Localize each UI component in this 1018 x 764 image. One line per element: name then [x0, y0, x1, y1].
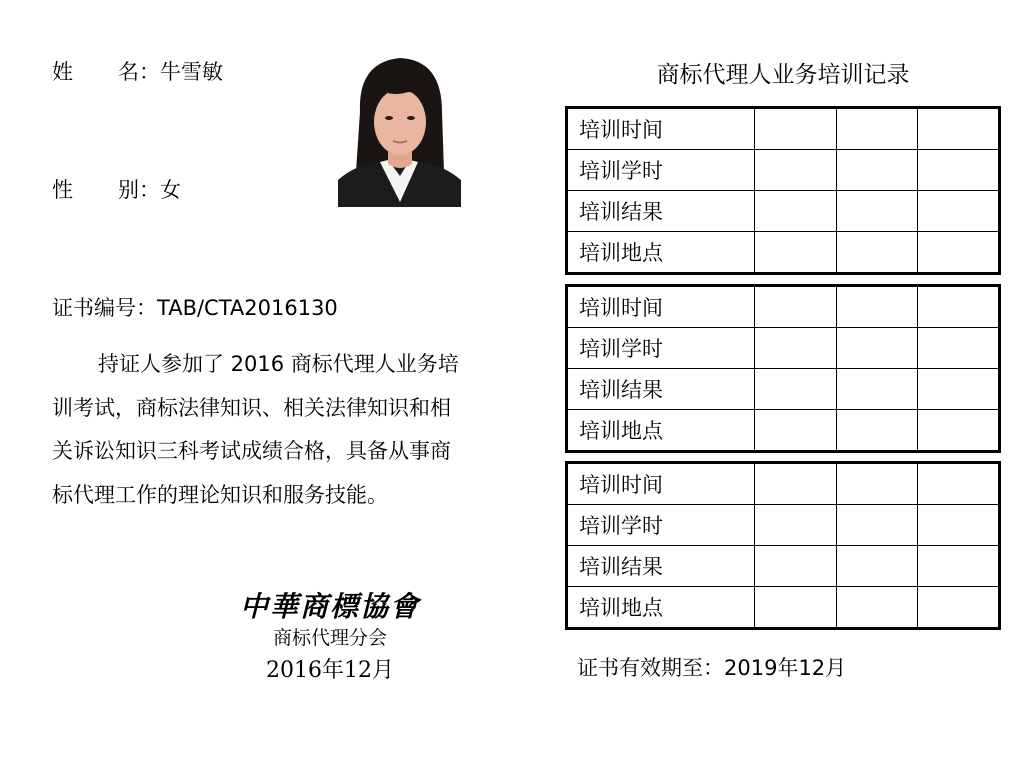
table-row [567, 286, 1000, 328]
table-cell [836, 505, 917, 546]
certificate-statement [52, 343, 492, 517]
table-cell [836, 587, 917, 629]
certificate-number-value: TAB/CTA2016130 [157, 296, 338, 320]
table-row [567, 191, 1000, 232]
validity-value: 2019年12月 [724, 656, 847, 680]
table-cell [917, 463, 999, 505]
certificate-number-label: 证书编号： [52, 296, 157, 320]
table-cell [917, 108, 999, 150]
table-cell [917, 191, 999, 232]
row-label: 培训时间 [567, 463, 755, 505]
table-cell [755, 232, 836, 274]
table-cell [917, 410, 999, 452]
svg-text:中華商標協會: 中華商標協會 [239, 590, 421, 623]
name-label-char2: 名： [118, 60, 160, 84]
table-cell [836, 463, 917, 505]
table-row [567, 587, 1000, 629]
row-label: 培训学时 [567, 328, 755, 369]
table-cell [917, 328, 999, 369]
statement-line: 持证人参加了 2016 商标代理人业务培 [98, 352, 459, 376]
row-label: 培训结果 [567, 546, 755, 587]
name-field [52, 56, 223, 86]
validity-label: 证书有效期至： [577, 656, 724, 680]
row-label: 培训学时 [567, 505, 755, 546]
holder-photo [338, 52, 461, 207]
table-cell [755, 463, 836, 505]
statement-line: 训考试，商标法律知识、相关法律知识和相 [52, 395, 451, 420]
gender-label-char2: 别： [118, 178, 160, 202]
table-cell [755, 546, 836, 587]
table-cell [755, 150, 836, 191]
certificate-number [52, 292, 338, 322]
table-cell [755, 286, 836, 328]
gender-label-char1: 性 [52, 178, 73, 202]
table-cell [755, 410, 836, 452]
table-cell [755, 328, 836, 369]
association-seal-logo [230, 588, 430, 624]
table-cell [917, 286, 999, 328]
table-cell [836, 369, 917, 410]
portrait-image [338, 52, 461, 207]
table-cell [755, 108, 836, 150]
training-table-1 [565, 106, 1001, 275]
statement-line: 关诉讼知识三科考试成绩合格，具备从事商 [52, 439, 451, 463]
table-cell [836, 232, 917, 274]
table-cell [755, 505, 836, 546]
table-cell [836, 191, 917, 232]
table-cell [917, 232, 999, 274]
row-label: 培训地点 [567, 232, 755, 274]
row-label: 培训地点 [567, 410, 755, 452]
table-cell [917, 587, 999, 629]
validity-date [577, 652, 846, 682]
table-cell [836, 150, 917, 191]
table-cell [917, 369, 999, 410]
row-label: 培训结果 [567, 191, 755, 232]
table-row [567, 328, 1000, 369]
table-cell [755, 369, 836, 410]
issuer-branch: 商标代理分会 [272, 627, 387, 649]
statement-line: 标代理工作的理论知识和服务技能。 [52, 482, 388, 507]
table-row [567, 150, 1000, 191]
row-label: 培训学时 [567, 150, 755, 191]
name-value: 牛雪敏 [160, 60, 223, 84]
table-row [567, 232, 1000, 274]
calligraphy-logo [230, 588, 430, 624]
table-row [567, 463, 1000, 505]
training-record-title: 商标代理人业务培训记录 [656, 62, 910, 88]
table-cell [836, 286, 917, 328]
gender-value: 女 [160, 178, 181, 202]
table-cell [836, 328, 917, 369]
table-cell [836, 546, 917, 587]
table-row [567, 546, 1000, 587]
name-label-char1: 姓 [52, 60, 73, 84]
training-table-3 [565, 461, 1001, 630]
table-row [567, 410, 1000, 452]
row-label: 培训结果 [567, 369, 755, 410]
table-cell [917, 546, 999, 587]
table-cell [917, 505, 999, 546]
row-label: 培训时间 [567, 286, 755, 328]
table-cell [836, 410, 917, 452]
gender-field [52, 174, 181, 204]
table-row [567, 369, 1000, 410]
table-row [567, 108, 1000, 150]
table-row [567, 505, 1000, 546]
table-cell [836, 108, 917, 150]
table-cell [755, 191, 836, 232]
row-label: 培训时间 [567, 108, 755, 150]
training-table-2 [565, 284, 1001, 453]
table-cell [755, 587, 836, 629]
table-cell [917, 150, 999, 191]
row-label: 培训地点 [567, 587, 755, 629]
issue-date: 2016年12月 [266, 658, 394, 683]
